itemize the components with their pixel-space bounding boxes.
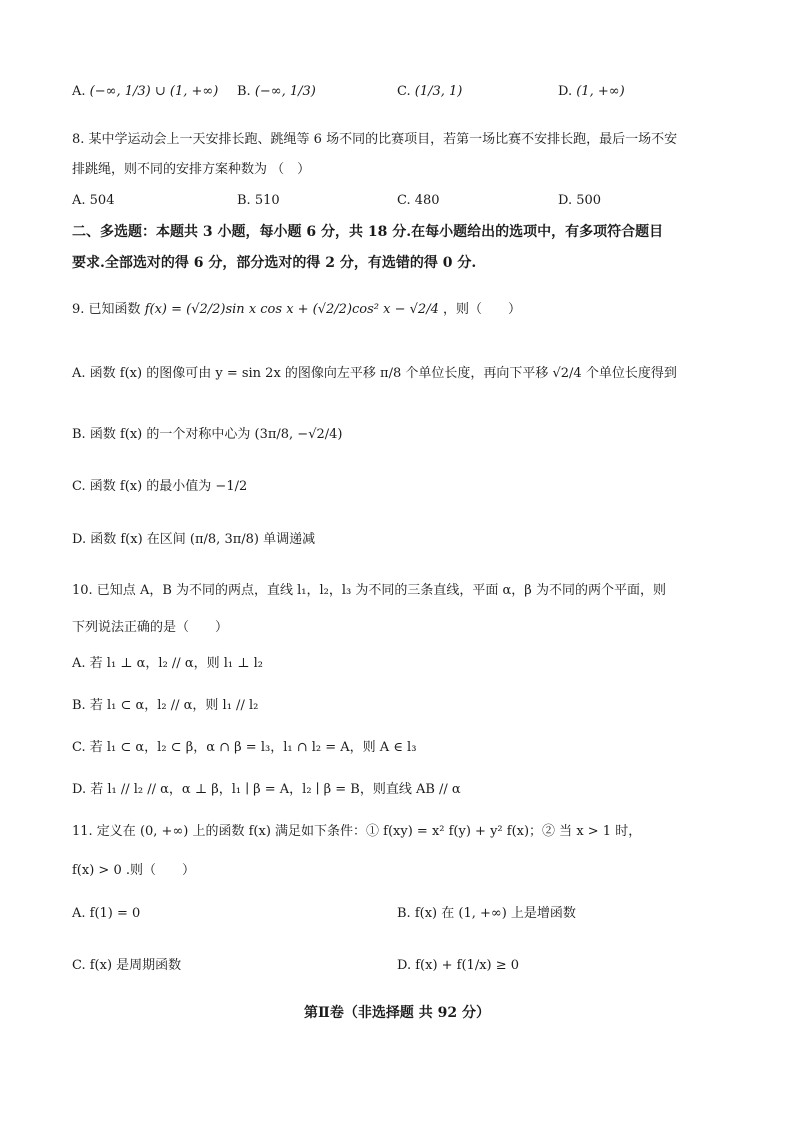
q10-stem-line1: 10. 已知点 A，B 为不同的两点，直线 l₁，l₂，l₃ 为不同的三条直线，平面 α，β 为不同的两个平面，则 (72, 583, 666, 598)
q8-stem-line2: 排跳绳，则不同的安排方案种数为 （ ） (72, 162, 311, 177)
q10-option-a: A. 若 l₁ ⊥ α，l₂ // α，则 l₁ ⊥ l₂ (72, 656, 263, 671)
section2-heading-line2: 要求.全部选对的得 6 分，部分选对的得 2 分，有选错的得 0 分. (72, 255, 477, 271)
q9-option-b: B. 函数 f(x) 的一个对称中心为 (3π/8, −√2/4) (72, 427, 343, 442)
q9-prefix: 9. 已知函数 (72, 302, 141, 317)
q7-option-c-label: C. (397, 84, 411, 99)
q9-option-c: C. 函数 f(x) 的最小值为 −1/2 (72, 479, 248, 494)
section2-heading-line1: 二、多选题：本题共 3 小题，每小题 6 分，共 18 分.在每小题给出的选项中，有多项符合题目 (72, 224, 664, 240)
q9-stem (72, 300, 521, 320)
q8-option-b: B. 510 (237, 193, 280, 208)
q10-stem-line2: 下列说法正确的是（ ） (72, 620, 229, 635)
q10-option-b: B. 若 l₁ ⊂ α，l₂ // α，则 l₁ // l₂ (72, 698, 259, 713)
part2-title: 第Ⅱ卷（非选择题 共 92 分） (304, 1005, 490, 1021)
q8-option-d: D. 500 (558, 193, 602, 208)
q7-option-c-expr: (1/3, 1) (414, 84, 463, 99)
q11-stem-line1: 11. 定义在 (0, +∞) 上的函数 f(x) 满足如下条件：① f(xy) = x² f(y) + y² f(x)；② 当 x > 1 时， (72, 824, 642, 839)
q7-option-c (397, 82, 462, 102)
q8-option-a: A. 504 (72, 193, 115, 208)
q7-option-a (72, 82, 218, 102)
q8-option-c: C. 480 (397, 193, 440, 208)
q11-stem-line2: f(x) > 0 .则（ ） (72, 863, 195, 878)
q9-expr: f(x) = (√2/2)sin x cos x + (√2/2)cos² x − √2/4 (144, 302, 439, 317)
q10-option-c: C. 若 l₁ ⊂ α，l₂ ⊂ β，α ∩ β = l₃，l₁ ∩ l₂ = A，则 A ∈ l₃ (72, 740, 417, 755)
q7-option-d-label: D. (558, 84, 573, 99)
q7-option-a-label: A. (72, 84, 86, 99)
q9-option-d: D. 函数 f(x) 在区间 (π/8, 3π/8) 单调递减 (72, 532, 316, 547)
q10-option-d: D. 若 l₁ // l₂ // α，α ⊥ β，l₁ ∣ β = A，l₂ ∣ β = B，则直线 AB // α (72, 782, 461, 797)
q7-option-b-label: B. (237, 84, 251, 99)
q11-option-a: A. f(1) = 0 (72, 906, 141, 921)
q11-option-d: D. f(x) + f(1/x) ≥ 0 (397, 958, 520, 973)
q11-option-b: B. f(x) 在 (1, +∞) 上是增函数 (397, 906, 576, 921)
q8-stem-line1: 8. 某中学运动会上一天安排长跑、跳绳等 6 场不同的比赛项目，若第一场比赛不安排长跑，最后一场不安 (72, 132, 678, 147)
q7-option-d-expr: (1, +∞) (576, 84, 625, 99)
q9-suffix: ，则（ ） (443, 302, 522, 317)
q7-option-d (558, 82, 625, 102)
q7-option-b (237, 82, 316, 102)
q7-option-a-expr: (−∞, 1/3) ∪ (1, +∞) (89, 84, 219, 99)
q9-option-a: A. 函数 f(x) 的图像可由 y = sin 2x 的图像向左平移 π/8 个单位长度，再向下平移 √2/4 个单位长度得到 (72, 366, 677, 381)
q7-option-b-expr: (−∞, 1/3) (254, 84, 316, 99)
q11-option-c: C. f(x) 是周期函数 (72, 958, 182, 973)
